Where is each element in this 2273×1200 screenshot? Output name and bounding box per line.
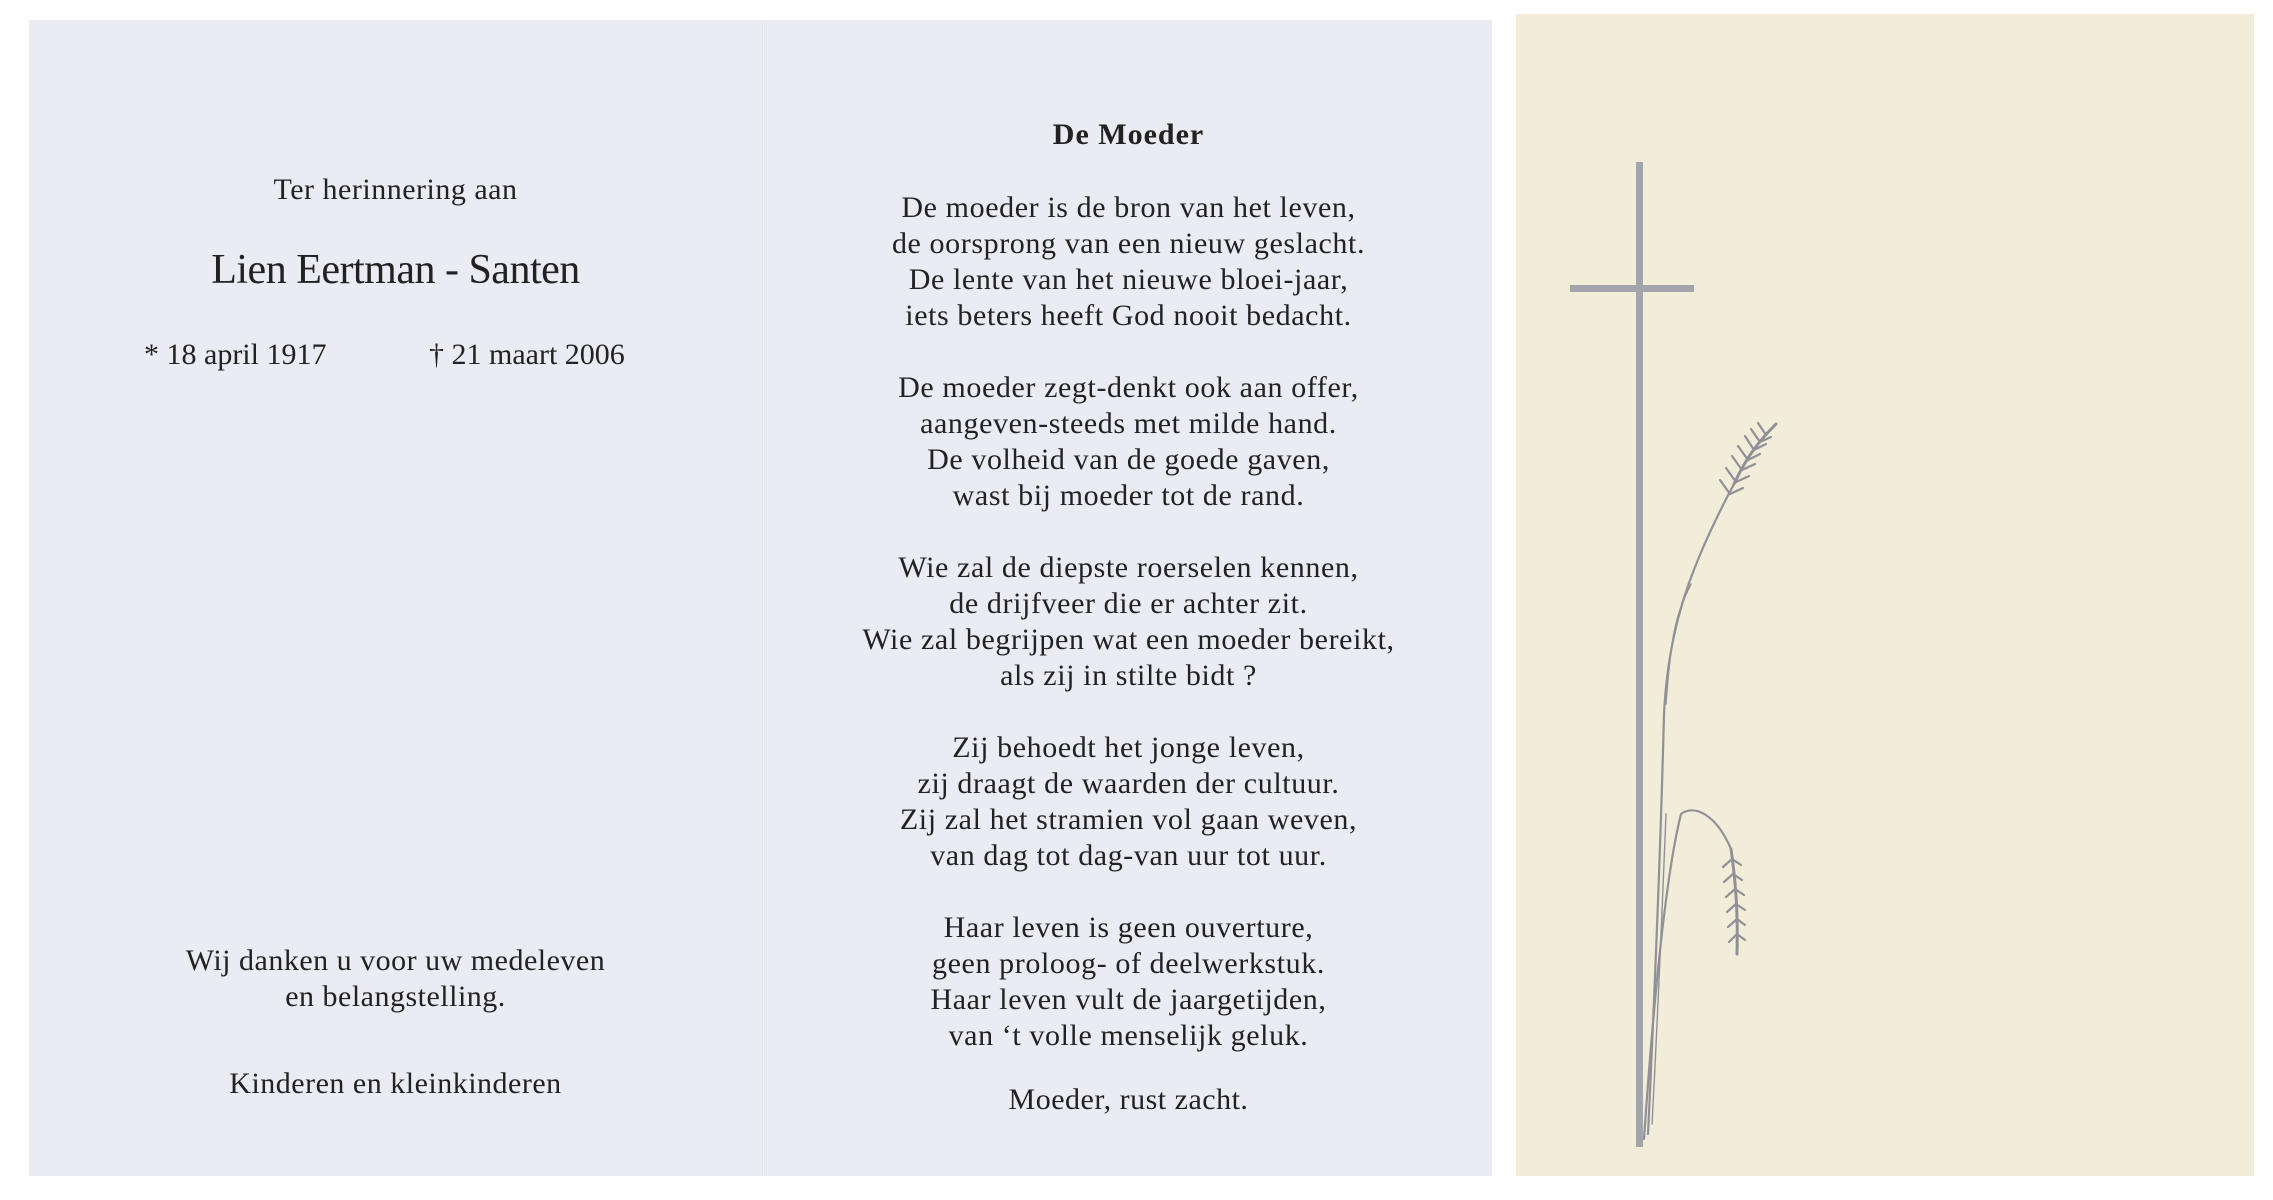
poem-line: geen proloog- of deelwerkstuk.: [932, 947, 1325, 980]
poem-line: Haar leven vult de jaargetijden,: [930, 983, 1327, 1016]
death-date: † 21 maart 2006: [429, 338, 625, 371]
poem-line: De moeder zegt-denkt ook aan offer,: [898, 371, 1359, 404]
poem-line: wast bij moeder tot de rand.: [952, 479, 1305, 512]
card-front: [1516, 14, 2254, 1176]
poem-line: Haar leven is geen ouverture,: [943, 911, 1314, 944]
intro-text: Ter herinnering aan: [273, 173, 518, 206]
poem-line: van dag tot dag-van uur tot uur.: [930, 839, 1327, 872]
left-panel: [29, 20, 762, 1176]
thanks-line: en belangstelling.: [285, 980, 506, 1013]
family-signature: Kinderen en kleinkinderen: [229, 1067, 562, 1100]
poem-line: Zij zal het stramien vol gaan weven,: [899, 803, 1358, 836]
poem-stanza: [765, 190, 1492, 334]
poem-line: De lente van het nieuwe bloei-jaar,: [908, 263, 1349, 296]
poem-line: Wie zal begrijpen wat een moeder bereikt,: [862, 623, 1395, 656]
wheat-stalks-icon: [1644, 423, 1776, 1139]
poem-line: De volheid van de goede gaven,: [927, 443, 1330, 476]
poem-line: iets beters heeft God nooit bedacht.: [905, 299, 1352, 332]
poem-line: aangeven-steeds met milde hand.: [920, 407, 1337, 440]
deceased-name: Lien Eertman - Santen: [211, 247, 580, 293]
birth-date: * 18 april 1917: [144, 338, 327, 371]
cross-icon: [1570, 162, 1694, 1147]
poem-stanza: [765, 730, 1492, 874]
poem-stanza: [765, 910, 1492, 1054]
thanks-line: Wij danken u voor uw medeleven: [185, 944, 606, 977]
poem: [765, 190, 1492, 1090]
thanks-text: [29, 943, 762, 1015]
poem-line: de oorsprong van een nieuw geslacht.: [891, 227, 1366, 260]
cross-wheat-illustration: [1516, 14, 2254, 1176]
poem-line: Wie zal de diepste roerselen kennen,: [898, 551, 1359, 584]
poem-line: De moeder is de bron van het leven,: [901, 191, 1356, 224]
poem-stanza: [765, 370, 1492, 514]
poem-line: van ‘t volle menselijk geluk.: [948, 1019, 1309, 1052]
poem-line: als zij in stilte bidt ?: [1000, 659, 1257, 692]
poem-line: Zij behoedt het jonge leven,: [952, 731, 1305, 764]
poem-line: zij draagt de waarden der cultuur.: [917, 767, 1340, 800]
card-inside: [29, 20, 1492, 1176]
poem-closing: Moeder, rust zacht.: [1008, 1083, 1249, 1116]
right-panel: [765, 20, 1492, 1176]
poem-title: De Moeder: [1052, 118, 1205, 151]
poem-stanza: [765, 550, 1492, 694]
poem-line: de drijfveer die er achter zit.: [949, 587, 1308, 620]
